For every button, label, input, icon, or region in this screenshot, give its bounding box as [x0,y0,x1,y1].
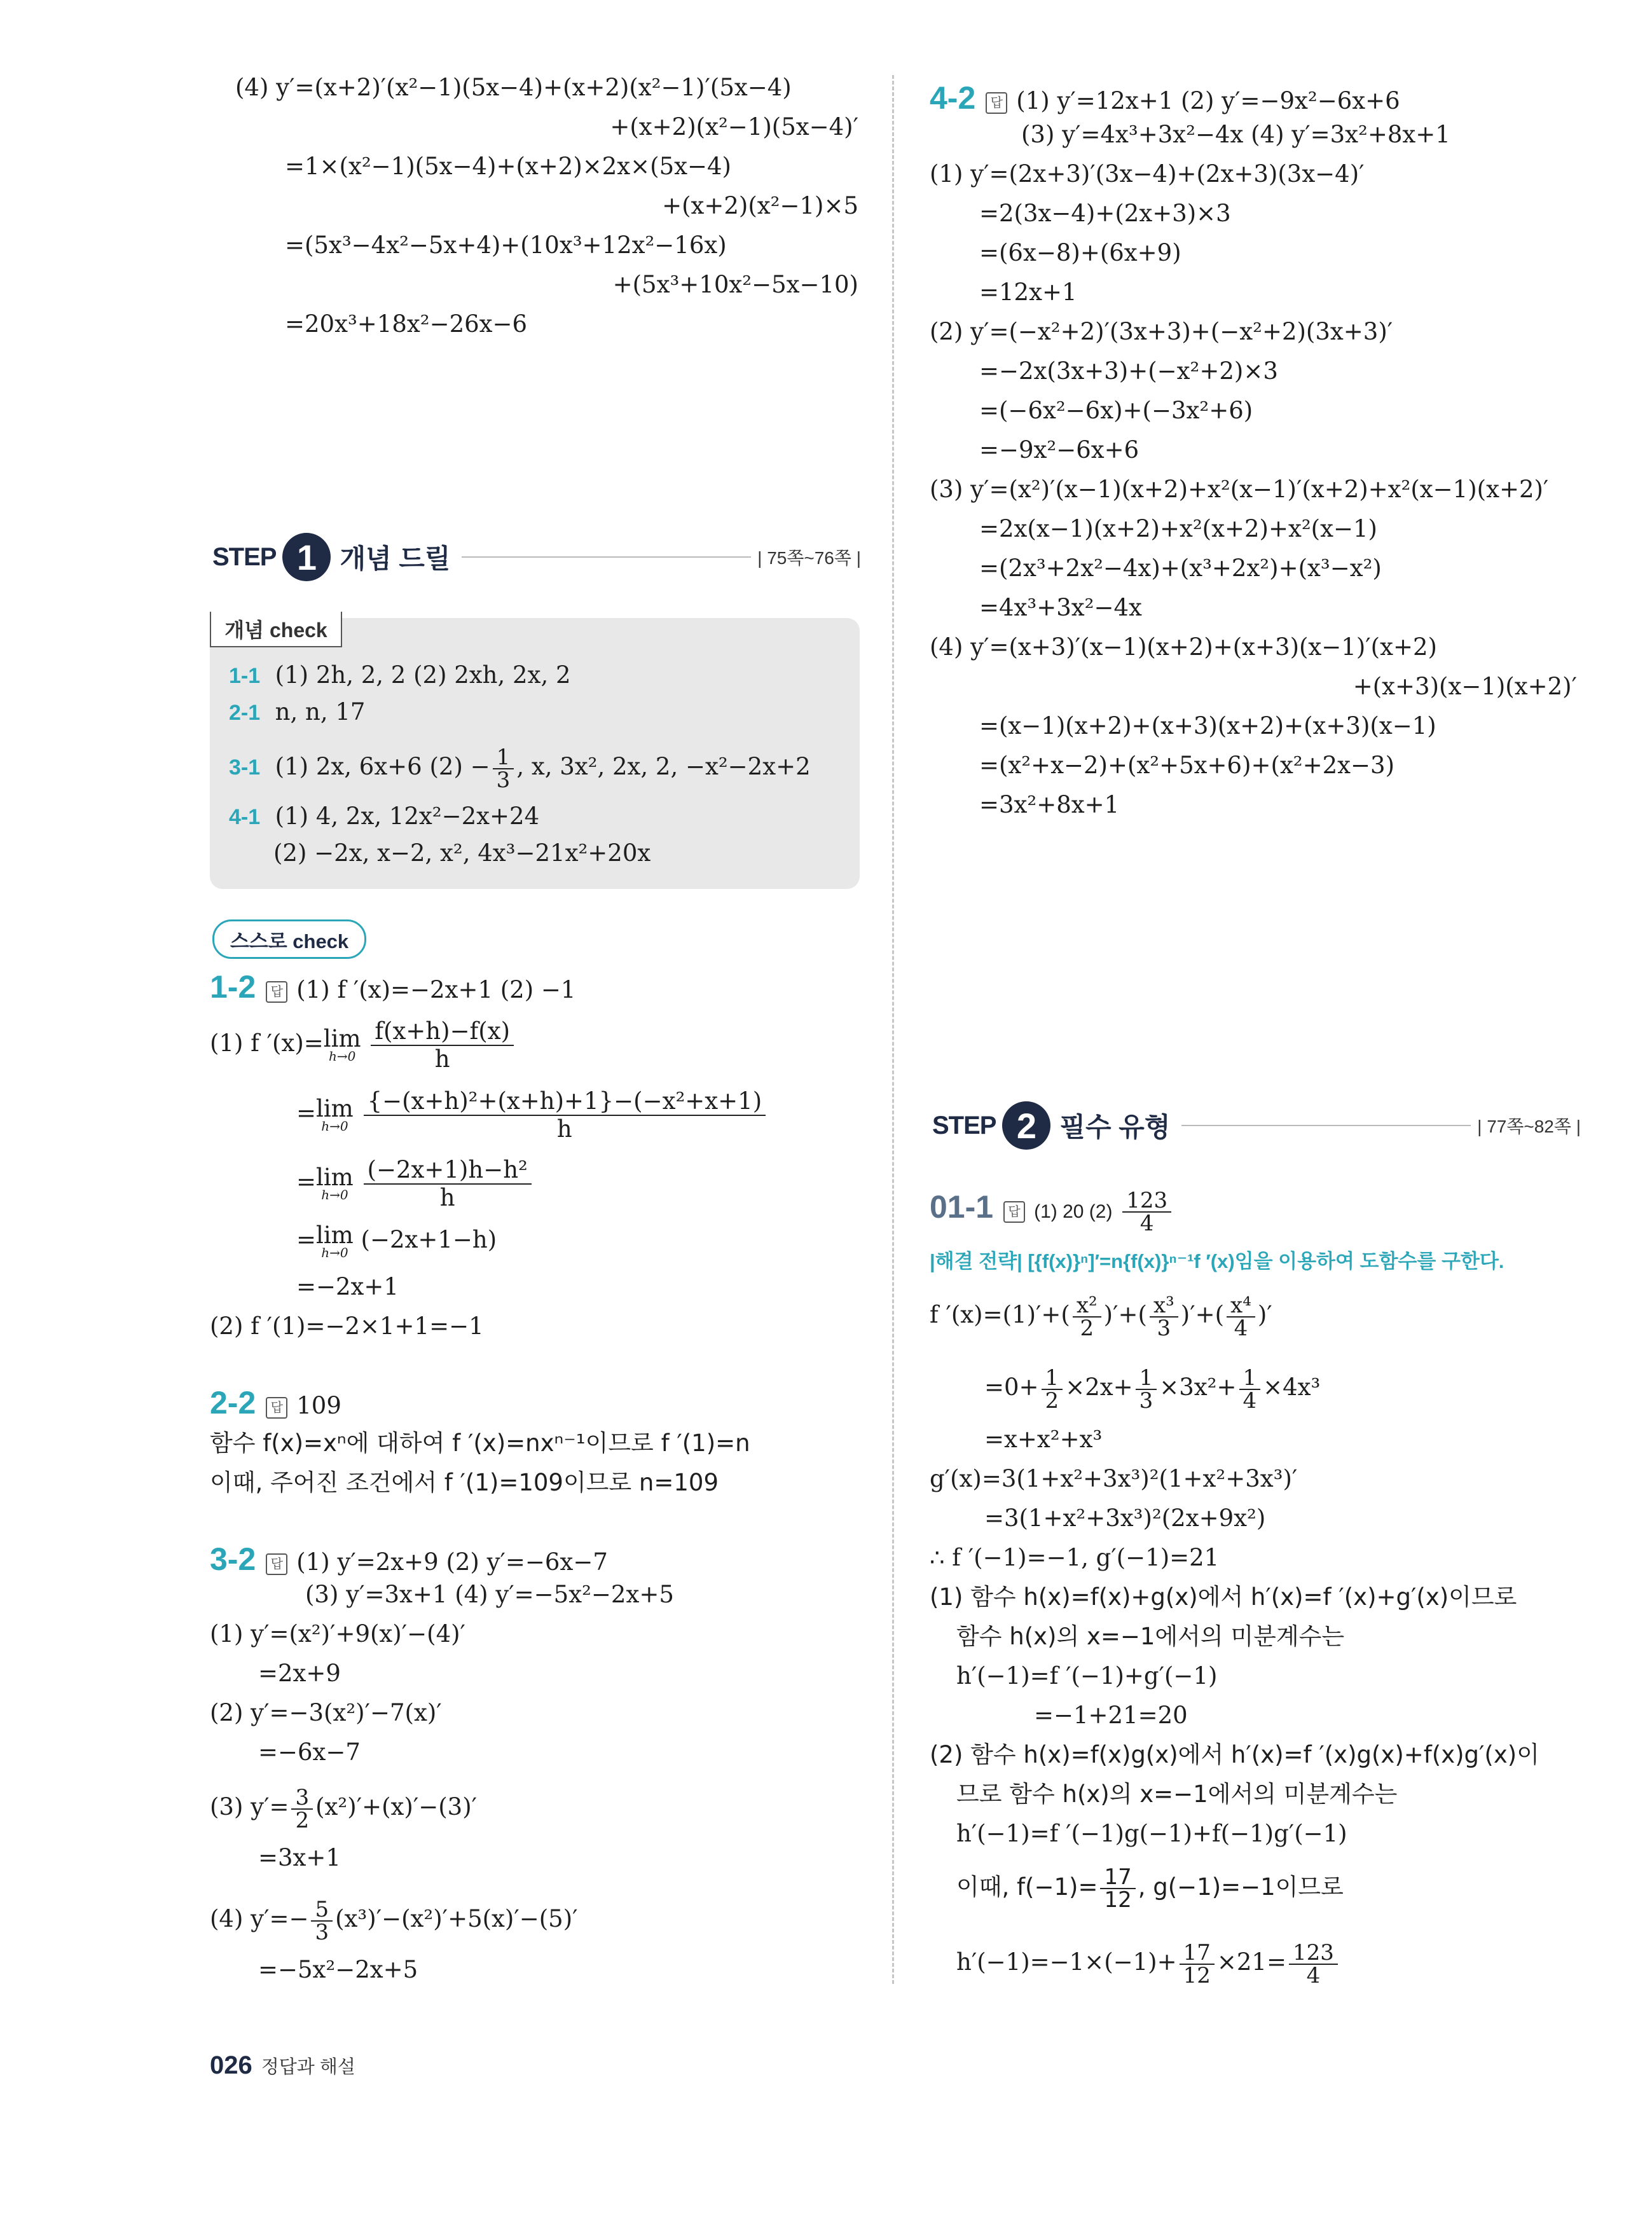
math-line: =−5x²−2x+5 [258,1956,418,1983]
text-line: 함수 f(x)=xⁿ에 대하여 f ′(x)=nxⁿ⁻¹이므로 f ′(1)=n [210,1429,750,1457]
concept-item: 4-1 (1) 4, 2x, 12x²−2x+24 [229,802,540,830]
math-line: (1) y′=(2x+3)′(3x−4)+(2x+3)(3x−4)′ [930,160,1365,188]
math-line: = lim h→0 $\frac{\text{\{−(x+h)²+(x+h)+1\}−(−x²+x+1)}}{h}$ [296,1085,768,1143]
step-title: 개념 드릴 [340,544,451,574]
problem-01-1-header: 01-1 답 (1) 20 (2) $\frac{123}{4}$ [930,1176,1174,1242]
self-check-pill: 스스로 check [212,919,366,959]
answer-badge: 답 [986,92,1007,114]
math-line: g′(x)=3(1+x²+3x³)²(1+x²+3x³)′ [930,1465,1298,1492]
math-line: =12x+1 [979,279,1077,306]
math-line: =−9x²−6x+6 [979,436,1139,464]
step-title: 필수 유형 [1059,1112,1171,1142]
page-footer [210,2051,355,2080]
text-line: 므로 함수 h(x)의 x=−1에서의 미분계수는 [956,1780,1398,1808]
step-number: 2 [1002,1101,1050,1150]
math-line: h′(−1)=f ′(−1)+g′(−1) [956,1662,1218,1690]
solution-hint: |해결 전략| [{f(x)}ⁿ]′=n{f(x)}ⁿ⁻¹f ′(x)임을 이용하여 도함수를 구한다. [930,1250,1504,1272]
math-line: (3) y′=(x²)′(x−1)(x+2)+x²(x−1)′(x+2)+x²(x−1)(x+2)′ [930,476,1549,503]
math-line: =0+ $\frac{1}{2}$ ×2x+ $\frac{1}{3}$ ×3x²+ $\frac{1}{4}$ ×4x³ [984,1365,1321,1414]
math-line: h′(−1)=f ′(−1)g(−1)+f(−1)g′(−1) [956,1820,1347,1847]
problem-4-2-header: 4-2 답 (1) y′=12x+1 (2) y′=−9x²−6x+6 [930,80,1400,116]
math-line: =(5x³−4x²−5x+4)+(10x³+12x²−16x) [285,231,727,259]
divider [462,556,751,558]
page-range: | 75쪽~76쪽 | [757,548,861,568]
page-number: 026 [210,2051,252,2079]
math-line: f ′(x)=(1)′+( $\frac{\text{x²}}{2}$ )′+( $\frac{\text{x³}}{3}$ )′+( $\frac{\text{x⁴}}{4}$ )′ [930,1292,1272,1341]
math-line: =(6x−8)+(6x+9) [979,239,1181,266]
math-line: =20x³+18x²−26x−6 [285,310,528,338]
math-line: =2x(x−1)(x+2)+x²(x+2)+x²(x−1) [979,515,1377,542]
math-line: =2x+9 [258,1660,341,1687]
problem-2-2-header: 2-2 답 109 [210,1385,341,1421]
math-line: = lim h→0 $\frac{\text{(−2x+1)h−h²}}{h}$ [296,1153,534,1211]
math-line: = lim h→0 (−2x+1−h) [296,1221,497,1260]
math-line: =3(1+x²+3x³)²(2x+9x²) [984,1504,1266,1532]
answer-badge: 답 [266,1397,287,1419]
math-line: =(x²+x−2)+(x²+5x+6)+(x²+2x−3) [979,752,1395,779]
math-line: 이때, f(−1)= $\frac{17}{12}$ , g(−1)=−1이므로 [956,1864,1344,1913]
math-line: (4) y′=(x+2)′(x²−1)(5x−4)+(x+2)(x²−1)′(5x−4) [235,74,792,101]
math-line: (2) y′=(−x²+2)′(3x+3)+(−x²+2)(3x+3)′ [930,318,1393,345]
divider [1181,1125,1471,1126]
text-line: (2) 함수 h(x)=f(x)g(x)에서 h′(x)=f ′(x)g(x)+f(x)g′(x)이 [930,1741,1539,1768]
math-line: =3x+1 [258,1844,341,1871]
step-label: STEP [212,542,277,571]
answer-badge: 답 [266,981,287,1003]
answer-line: (3) y′=3x+1 (4) y′=−5x²−2x+5 [305,1581,674,1608]
math-line: (1) y′=(x²)′+9(x)′−(4)′ [210,1620,465,1648]
step-number: 1 [282,533,331,581]
page-range: | 77쪽~82쪽 | [1477,1117,1581,1136]
problem-3-2-header: 3-2 답 (1) y′=2x+9 (2) y′=−6x−7 [210,1541,608,1577]
math-line: +(x+2)(x²−1)×5 [662,192,858,219]
math-line: (2) y′=−3(x²)′−7(x)′ [210,1699,442,1726]
answer-badge: 답 [1003,1201,1025,1223]
step-label: STEP [932,1111,996,1139]
math-line: (1) f ′(x)= lim h→0 $\frac{f(x+h)-f(x)}{h}$ [210,1015,516,1073]
concept-item: 3-1 (1) 2x, 6x+6 (2) − $\frac{1}{3}$ , x, 3x², 2x, 2, −x²−2x+2 [229,744,811,793]
footer-text: 정답과 해설 [261,2057,355,2077]
math-line: =(x−1)(x+2)+(x+3)(x+2)+(x+3)(x−1) [979,712,1436,740]
concept-item-line2: (2) −2x, x−2, x², 4x³−21x²+20x [273,839,651,867]
math-line: (4) y′=(x+3)′(x−1)(x+2)+(x+3)(x−1)′(x+2) [930,633,1437,661]
concept-check-tab: 개념 check [210,612,342,647]
math-line: (3) y′= $\frac{3}{2}$ (x²)′+(x)′−(3)′ [210,1784,478,1833]
step1-heading [212,533,861,581]
answer-line: (3) y′=4x³+3x²−4x (4) y′=3x²+8x+1 [1021,121,1450,148]
text-line: 이때, 주어진 조건에서 f ′(1)=109이므로 n=109 [210,1469,719,1496]
math-line: =2(3x−4)+(2x+3)×3 [979,200,1231,227]
math-line: +(x+2)(x²−1)(5x−4)′ [610,113,858,141]
math-line: (4) y′=− $\frac{5}{3}$ (x³)′−(x²)′+5(x)′−(5)′ [210,1896,578,1945]
math-line: (2) f ′(1)=−2×1+1=−1 [210,1312,484,1340]
math-line: =−6x−7 [258,1738,361,1766]
answer-badge: 답 [266,1553,287,1575]
column-divider [892,75,894,1984]
math-line: =3x²+8x+1 [979,791,1120,818]
math-line: =−1+21=20 [1034,1702,1188,1729]
step2-heading [932,1101,1581,1150]
math-line: =x+x²+x³ [984,1426,1103,1453]
math-line: =1×(x²−1)(5x−4)+(x+2)×2x×(5x−4) [285,153,731,180]
text-line: 함수 h(x)의 x=−1에서의 미분계수는 [956,1623,1345,1650]
math-line: +(5x³+10x²−5x−10) [612,271,858,298]
math-line: =(2x³+2x²−4x)+(x³+2x²)+(x³−x²) [979,554,1382,582]
math-line: ∴ f ′(−1)=−1, g′(−1)=21 [930,1544,1220,1571]
math-line: h′(−1)=−1×(−1)+ $\frac{17}{12}$ ×21= $\frac{123}{4}$ [956,1934,1340,1990]
concept-item: 2-1 n, n, 17 [229,698,366,726]
math-line: =−2x(3x+3)+(−x²+2)×3 [979,357,1278,385]
math-line: =4x³+3x²−4x [979,594,1142,621]
problem-1-2-header: 1-2 답 (1) f ′(x)=−2x+1 (2) −1 [210,969,576,1005]
math-line: =(−6x²−6x)+(−3x²+6) [979,397,1253,424]
text-line: (1) 함수 h(x)=f(x)+g(x)에서 h′(x)=f ′(x)+g′(x)이므로 [930,1583,1517,1611]
concept-item: 1-1 (1) 2h, 2, 2 (2) 2xh, 2x, 2 [229,661,571,689]
math-line: +(x+3)(x−1)(x+2)′ [1353,673,1577,700]
math-line: =−2x+1 [296,1273,399,1300]
